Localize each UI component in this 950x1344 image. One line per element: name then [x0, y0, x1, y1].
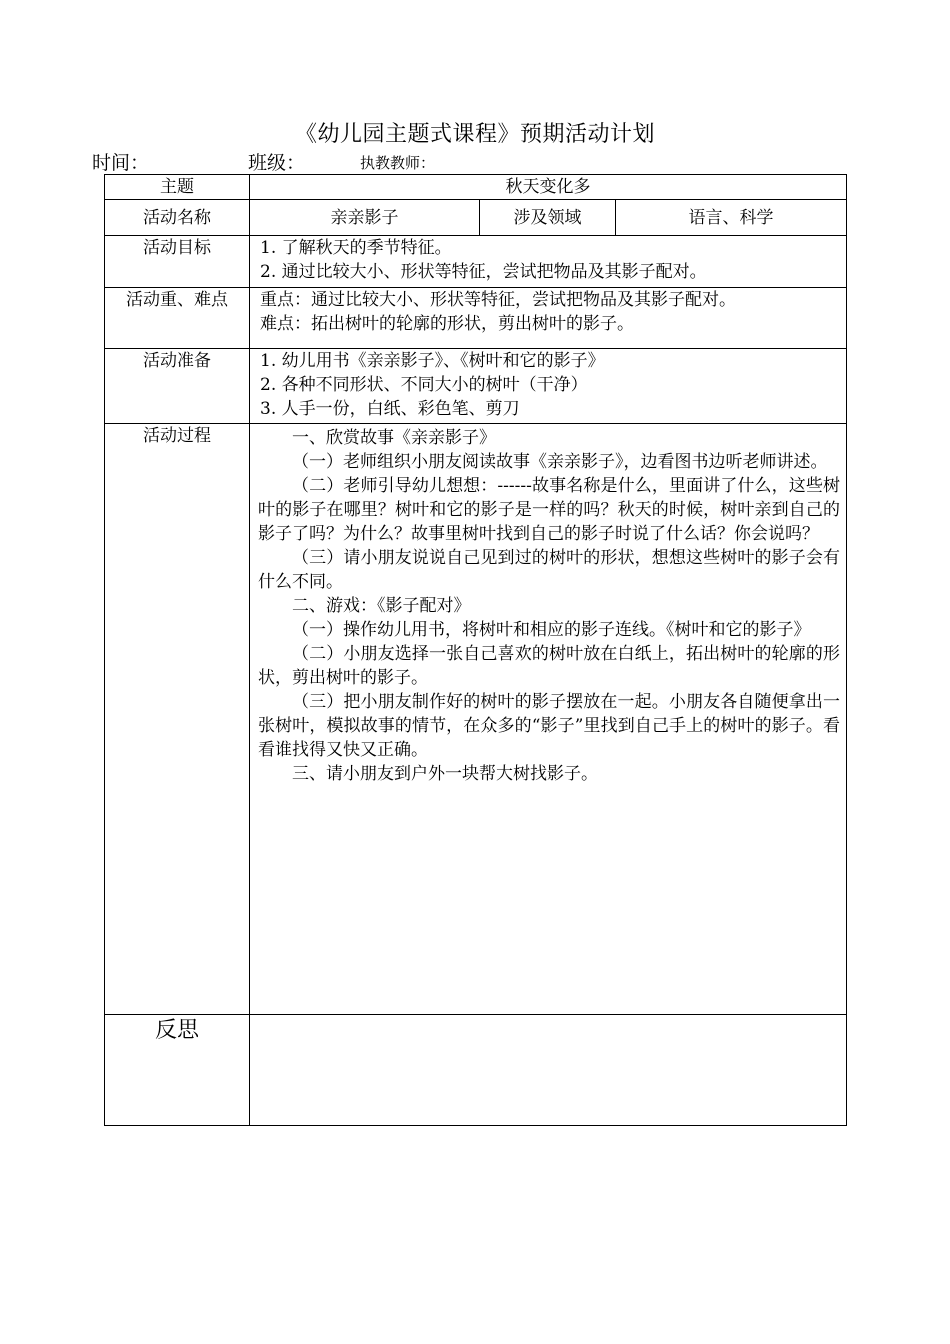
process-paragraph: （二）小朋友选择一张自己喜欢的树叶放在白纸上，拓出树叶的轮廓的形状，剪出树叶的影子。 [258, 644, 841, 688]
process-paragraph: （一）老师组织小朋友阅读故事《亲亲影子》，边看图书边听老师讲述。 [292, 452, 828, 472]
row-process [105, 424, 847, 1015]
domain-label: 涉及领域 [480, 200, 616, 236]
row-theme [105, 175, 847, 200]
activity-name-value: 亲亲影子 [250, 200, 480, 236]
row-key-points [105, 288, 847, 349]
row-activity-name [105, 200, 847, 236]
teacher-label: 执教教师： [360, 154, 436, 172]
row-preparation [105, 349, 847, 424]
preparation-content [250, 349, 847, 424]
page-title: 《幼儿园主题式课程》预期活动计划 [294, 122, 655, 147]
theme-label: 主题 [105, 175, 250, 200]
key-points-content [250, 288, 847, 349]
preparation-line: 2. 各种不同形状、不同大小的树叶（干净） [260, 375, 588, 395]
process-paragraph: （二）老师引导幼儿想想：------故事名称是什么，里面讲了什么，这些树叶的影子在哪里？树叶和它的影子是一样的吗？秋天的时候，树叶亲到自己的影子了吗？为什么？故事里树叶找到自己的影子时说了什么话？你会说吗？ [258, 476, 841, 544]
goal-label: 活动目标 [105, 236, 250, 288]
preparation-line: 1. 幼儿用书《亲亲影子》、《树叶和它的影子》 [260, 351, 605, 371]
time-label: 时间： [92, 152, 150, 174]
key-points-label: 活动重、难点 [105, 288, 250, 349]
goal-line: 1. 了解秋天的季节特征。 [260, 238, 452, 258]
theme-value: 秋天变化多 [250, 175, 847, 200]
reflection-field[interactable] [250, 1015, 847, 1126]
reflection-label: 反思 [105, 1015, 250, 1126]
process-paragraph: （一）操作幼儿用书，将树叶和相应的影子连线。《树叶和它的影子》 [292, 620, 811, 640]
process-content [250, 424, 847, 1015]
row-goals [105, 236, 847, 288]
preparation-line: 3. 人手一份，白纸、彩色笔、剪刀 [260, 399, 520, 419]
preparation-label: 活动准备 [105, 349, 250, 424]
process-paragraph: （三）请小朋友说说自己见到过的树叶的形状，想想这些树叶的影子会有什么不同。 [258, 548, 841, 592]
domain-value: 语言、科学 [616, 200, 847, 236]
process-label: 活动过程 [105, 424, 250, 1015]
goal-line: 2. 通过比较大小、形状等特征，尝试把物品及其影子配对。 [260, 262, 707, 282]
class-label: 班级： [248, 152, 306, 174]
activity-plan-table [104, 174, 847, 1126]
process-paragraph: 一、欣赏故事《亲亲影子》 [292, 428, 496, 448]
header-meta-row [92, 150, 852, 176]
key-point-line: 重点：通过比较大小、形状等特征，尝试把物品及其影子配对。 [260, 290, 736, 310]
process-paragraph: （三）把小朋友制作好的树叶的影子摆放在一起。小朋友各自随便拿出一张树叶，模拟故事的情节，在众多的“影子”里找到自己手上的树叶的影子。看看谁找得又快又正确。 [258, 692, 841, 760]
key-point-line: 难点：拓出树叶的轮廓的形状，剪出树叶的影子。 [260, 314, 634, 334]
goal-content [250, 236, 847, 288]
process-paragraph: 三、请小朋友到户外一块帮大树找影子。 [292, 764, 598, 784]
process-paragraph: 二、游戏：《影子配对》 [292, 596, 471, 616]
activity-name-label: 活动名称 [105, 200, 250, 236]
row-reflection [105, 1015, 847, 1126]
